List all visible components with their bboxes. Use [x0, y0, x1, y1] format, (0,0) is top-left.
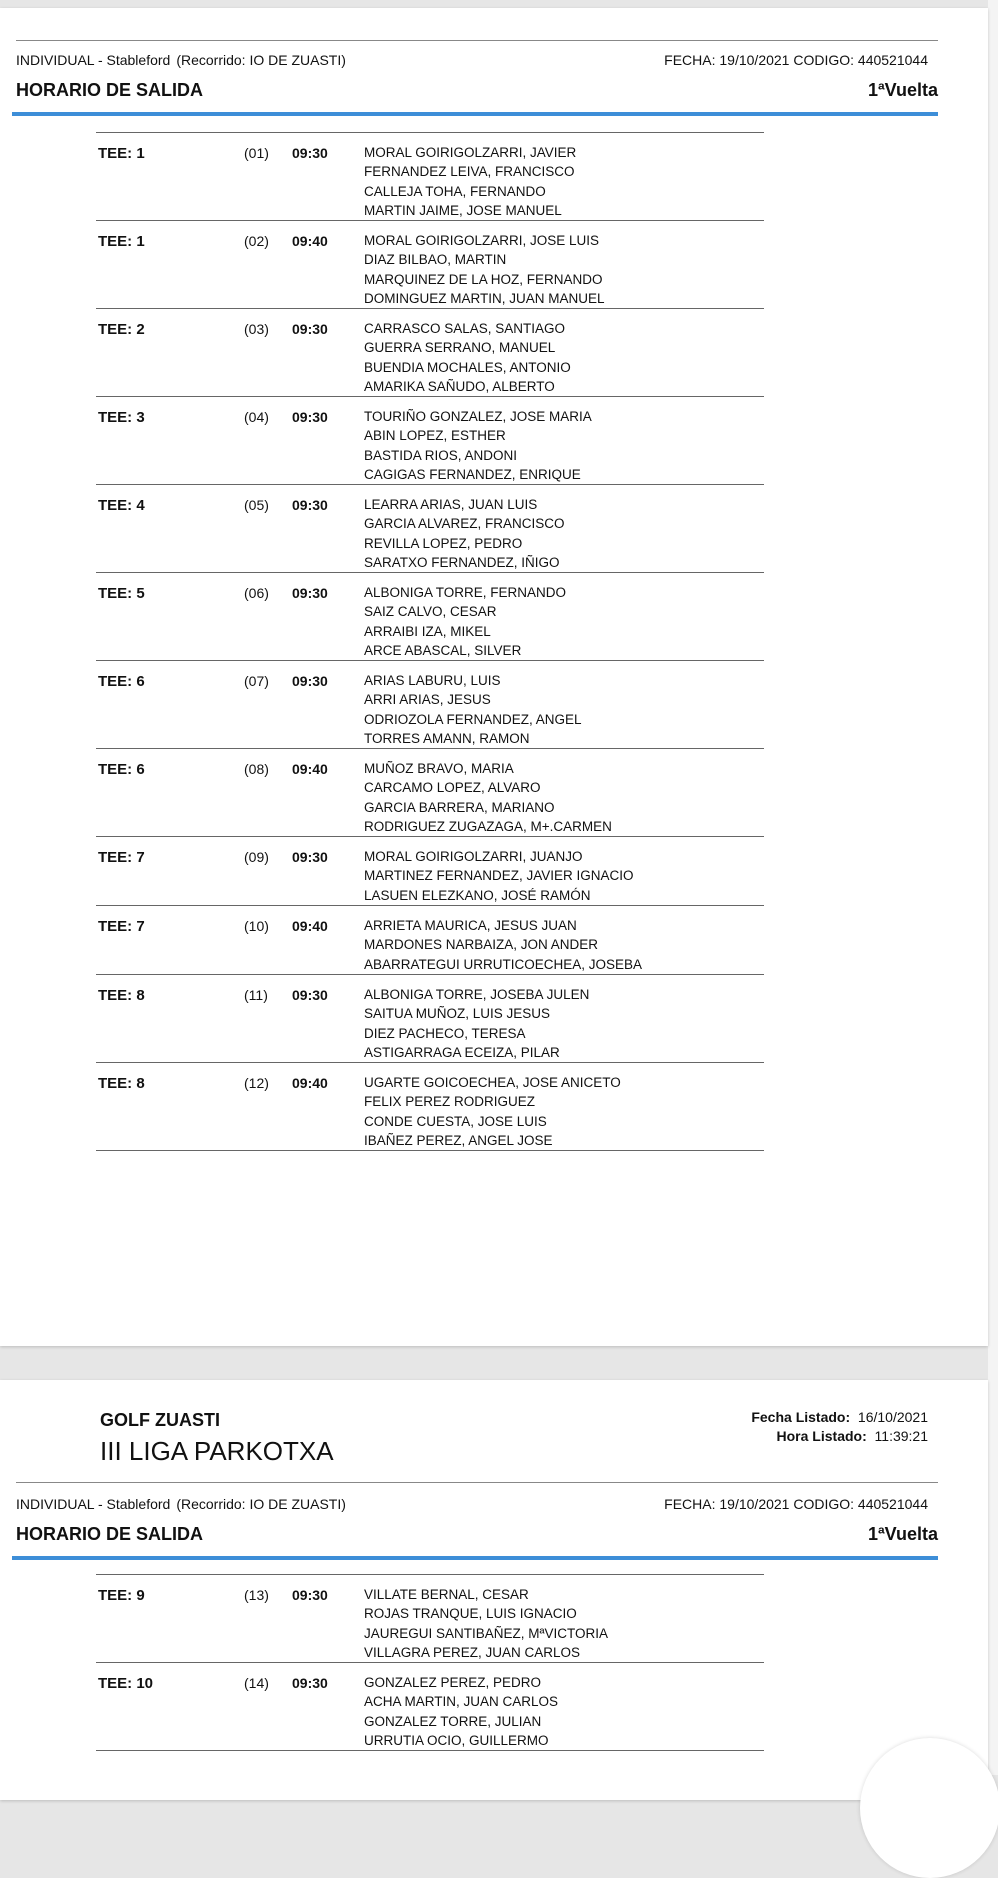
tee-label: TEE: 6	[98, 761, 145, 778]
tee-group-row	[96, 660, 764, 748]
player-name: MARQUINEZ DE LA HOZ, FERNANDO	[364, 271, 603, 287]
header-meta	[16, 1496, 928, 1512]
divider	[16, 40, 938, 41]
tee-label: TEE: 2	[98, 321, 145, 338]
start-time: 09:30	[292, 987, 328, 1003]
tee-label: TEE: 1	[98, 145, 145, 162]
tee-label: TEE: 4	[98, 497, 145, 514]
tee-label: TEE: 9	[98, 1587, 145, 1604]
tee-label: TEE: 6	[98, 673, 145, 690]
player-list	[364, 847, 634, 905]
blue-divider	[12, 1556, 938, 1560]
tee-group-row	[96, 132, 764, 220]
player-name: IBAÑEZ PEREZ, ANGEL JOSE	[364, 1132, 553, 1148]
start-time: 09:30	[292, 409, 328, 425]
modality-label: INDIVIDUAL - Stableford	[16, 1496, 171, 1512]
header-meta	[16, 52, 928, 68]
player-name: URRUTIA OCIO, GUILLERMO	[364, 1732, 549, 1748]
player-name: JAUREGUI SANTIBAÑEZ, MªVICTORIA	[364, 1625, 609, 1641]
tee-label: TEE: 5	[98, 585, 145, 602]
start-time: 09:30	[292, 497, 328, 513]
document-page-2	[0, 1380, 988, 1800]
group-number: (10)	[244, 918, 269, 934]
scroll-track[interactable]	[988, 0, 998, 1775]
player-name: REVILLA LOPEZ, PEDRO	[364, 535, 523, 551]
league-name: III LIGA PARKOTXA	[100, 1436, 334, 1466]
player-name: CONDE CUESTA, JOSE LUIS	[364, 1113, 547, 1129]
player-name: MARDONES NARBAIZA, JON ANDER	[364, 937, 599, 953]
player-name: TOURIÑO GONZALEZ, JOSE MARIA	[364, 409, 592, 424]
player-list	[364, 985, 589, 1062]
date-code: FECHA: 19/10/2021 CODIGO: 440521044	[664, 52, 928, 68]
player-name: ARRIETA MAURICA, JESUS JUAN	[364, 918, 577, 933]
player-name: MORAL GOIRIGOLZARRI, JAVIER	[364, 145, 577, 160]
round-label: 1ªVuelta	[867, 80, 938, 100]
group-number: (06)	[244, 585, 269, 601]
tee-group-row	[96, 484, 764, 572]
group-number: (04)	[244, 409, 269, 425]
player-name: CALLEJA TOHA, FERNANDO	[364, 183, 546, 199]
tee-label: TEE: 7	[98, 918, 145, 935]
title-row	[16, 1524, 938, 1545]
player-list	[364, 231, 605, 308]
player-name: ROJAS TRANQUE, LUIS IGNACIO	[364, 1606, 577, 1622]
tee-group-row	[96, 308, 764, 396]
player-name: ARIAS LABURU, LUIS	[364, 673, 501, 688]
start-time: 09:30	[292, 673, 328, 689]
round-label: 1ªVuelta	[867, 1524, 938, 1544]
tee-times-table	[96, 132, 764, 1151]
group-number: (01)	[244, 145, 269, 161]
player-name: ACHA MARTIN, JUAN CARLOS	[364, 1694, 559, 1710]
start-time: 09:40	[292, 761, 328, 777]
tee-group-row	[96, 572, 764, 660]
player-name: GARCIA ALVAREZ, FRANCISCO	[364, 516, 565, 532]
tee-group-row	[96, 1062, 764, 1151]
date-code: FECHA: 19/10/2021 CODIGO: 440521044	[664, 1496, 928, 1512]
tee-label: TEE: 1	[98, 233, 145, 250]
player-name: AMARIKA SAÑUDO, ALBERTO	[364, 378, 555, 394]
player-name: DIEZ PACHECO, TERESA	[364, 1025, 526, 1041]
start-time: 09:30	[292, 321, 328, 337]
start-time: 09:30	[292, 849, 328, 865]
listing-time: 11:39:21	[874, 1428, 928, 1444]
start-time: 09:40	[292, 918, 328, 934]
player-name: ABARRATEGUI URRUTICOECHEA, JOSEBA	[364, 956, 643, 972]
group-number: (09)	[244, 849, 269, 865]
player-list	[364, 1673, 558, 1750]
tee-group-row	[96, 974, 764, 1062]
start-time: 09:30	[292, 145, 328, 161]
course-label: (Recorrido: IO DE ZUASTI)	[176, 1496, 346, 1512]
group-number: (03)	[244, 321, 269, 337]
player-list	[364, 671, 582, 748]
player-name: GARCIA BARRERA, MARIANO	[364, 799, 555, 815]
player-name: SARATXO FERNANDEZ, IÑIGO	[364, 554, 560, 570]
player-name: MORAL GOIRIGOLZARRI, JOSE LUIS	[364, 233, 600, 248]
divider	[16, 1482, 938, 1483]
player-name: ASTIGARRAGA ECEIZA, PILAR	[364, 1044, 560, 1060]
player-list	[364, 407, 592, 484]
tee-group-row	[96, 1662, 764, 1751]
player-name: ALBONIGA TORRE, JOSEBA JULEN	[364, 987, 590, 1002]
floating-action-button[interactable]	[860, 1738, 998, 1878]
listing-time-label: Hora Listado:	[776, 1428, 867, 1444]
player-list	[364, 319, 571, 396]
player-list	[364, 1585, 608, 1662]
player-name: MARTIN JAIME, JOSE MANUEL	[364, 202, 562, 218]
player-name: BASTIDA RIOS, ANDONI	[364, 447, 518, 463]
player-name: CARRASCO SALAS, SANTIAGO	[364, 321, 566, 336]
player-name: FERNANDEZ LEIVA, FRANCISCO	[364, 164, 575, 180]
modality-label: INDIVIDUAL - Stableford	[16, 52, 171, 68]
tee-times-table	[96, 1574, 764, 1751]
player-name: ABIN LOPEZ, ESTHER	[364, 428, 506, 444]
player-name: TORRES AMANN, RAMON	[364, 730, 530, 746]
listing-date: 16/10/2021	[857, 1409, 928, 1425]
player-name: MORAL GOIRIGOLZARRI, JUANJO	[364, 849, 583, 864]
club-name: GOLF ZUASTI	[100, 1410, 220, 1430]
group-number: (07)	[244, 673, 269, 689]
group-number: (13)	[244, 1587, 269, 1603]
player-name: ARCE ABASCAL, SILVER	[364, 642, 522, 658]
player-name: DOMINGUEZ MARTIN, JUAN MANUEL	[364, 290, 605, 306]
player-name: GONZALEZ TORRE, JULIAN	[364, 1713, 542, 1729]
tee-label: TEE: 7	[98, 849, 145, 866]
listing-info	[751, 1408, 928, 1446]
group-number: (05)	[244, 497, 269, 513]
player-list	[364, 759, 612, 836]
player-name: UGARTE GOICOECHEA, JOSE ANICETO	[364, 1075, 621, 1090]
player-name: RODRIGUEZ ZUGAZAGA, M+.CARMEN	[364, 818, 612, 834]
title-row	[16, 80, 938, 101]
player-name: ODRIOZOLA FERNANDEZ, ANGEL	[364, 711, 582, 727]
player-name: VILLAGRA PEREZ, JUAN CARLOS	[364, 1644, 581, 1660]
tee-label: TEE: 10	[98, 1675, 154, 1692]
tee-group-row	[96, 396, 764, 484]
group-number: (12)	[244, 1075, 269, 1091]
tee-group-row	[96, 905, 764, 974]
player-name: CARCAMO LOPEZ, ALVARO	[364, 780, 541, 796]
listing-date-label: Fecha Listado:	[751, 1409, 851, 1425]
tee-group-row	[96, 220, 764, 308]
tee-group-row	[96, 1574, 764, 1662]
tee-group-row	[96, 836, 764, 905]
start-time: 09:30	[292, 585, 328, 601]
tee-label: TEE: 3	[98, 409, 145, 426]
document-page-1	[0, 8, 988, 1346]
start-time: 09:30	[292, 1587, 328, 1603]
player-name: LASUEN ELEZKANO, JOSÉ RAMÓN	[364, 887, 591, 903]
group-number: (14)	[244, 1675, 269, 1691]
player-name: CAGIGAS FERNANDEZ, ENRIQUE	[364, 466, 581, 482]
tee-label: TEE: 8	[98, 1075, 145, 1092]
player-name: GONZALEZ PEREZ, PEDRO	[364, 1675, 542, 1690]
player-name: ARRAIBI IZA, MIKEL	[364, 623, 491, 639]
player-name: ARRI ARIAS, JESUS	[364, 692, 491, 708]
group-number: (08)	[244, 761, 269, 777]
start-time: 09:40	[292, 1075, 328, 1091]
player-name: LEARRA ARIAS, JUAN LUIS	[364, 497, 538, 512]
page-title: HORARIO DE SALIDA	[16, 1524, 204, 1544]
start-time: 09:40	[292, 233, 328, 249]
page-title: HORARIO DE SALIDA	[16, 80, 204, 100]
start-time: 09:30	[292, 1675, 328, 1691]
player-list	[364, 495, 565, 572]
course-label: (Recorrido: IO DE ZUASTI)	[176, 52, 346, 68]
player-list	[364, 583, 566, 660]
player-name: FELIX PEREZ RODRIGUEZ	[364, 1094, 536, 1110]
player-list	[364, 143, 576, 220]
player-list	[364, 1073, 621, 1150]
player-name: ALBONIGA TORRE, FERNANDO	[364, 585, 567, 600]
player-list	[364, 916, 642, 974]
tee-label: TEE: 8	[98, 987, 145, 1004]
player-name: GUERRA SERRANO, MANUEL	[364, 340, 556, 356]
player-name: MARTINEZ FERNANDEZ, JAVIER IGNACIO	[364, 868, 634, 884]
blue-divider	[12, 112, 938, 116]
player-name: DIAZ BILBAO, MARTIN	[364, 252, 507, 268]
player-name: MUÑOZ BRAVO, MARIA	[364, 761, 514, 776]
tee-group-row	[96, 748, 764, 836]
player-name: VILLATE BERNAL, CESAR	[364, 1587, 529, 1602]
player-name: BUENDIA MOCHALES, ANTONIO	[364, 359, 571, 375]
player-name: SAIZ CALVO, CESAR	[364, 604, 497, 620]
group-number: (11)	[244, 987, 268, 1003]
player-name: SAITUA MUÑOZ, LUIS JESUS	[364, 1006, 551, 1022]
group-number: (02)	[244, 233, 269, 249]
